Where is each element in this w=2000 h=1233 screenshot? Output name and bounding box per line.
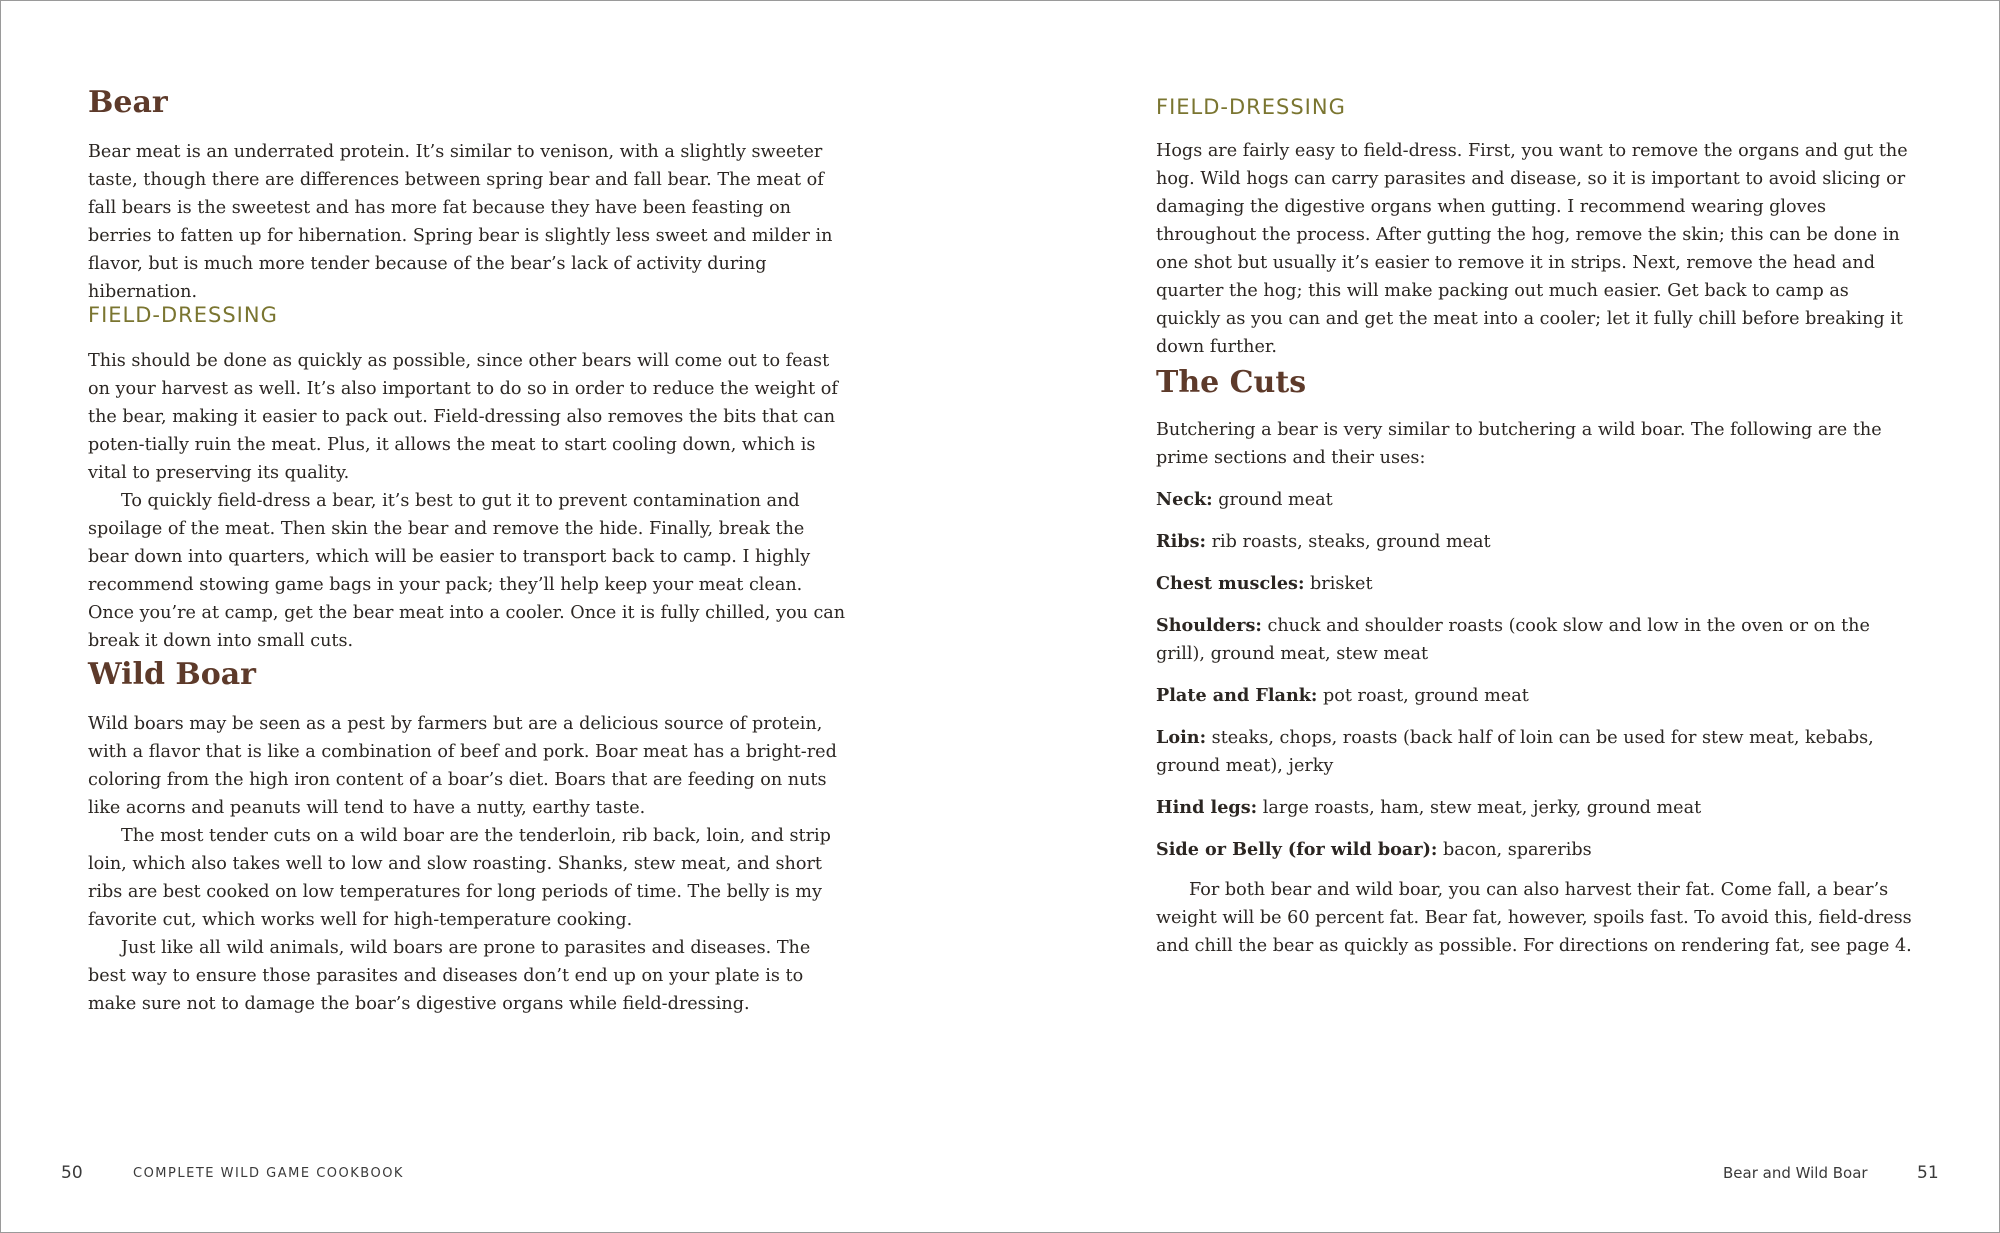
cut-item bbox=[1156, 794, 1916, 822]
bear-heading: Bear bbox=[88, 85, 168, 120]
cuts-closing-paragraph: For both bear and wild boar, you can also harvest their fat. Come fall, a bear’s weight will be 60 percent fat. Bear fat, however, spoils fast. To avoid this, field-dress and chill the bear as quickly as possible. For directions on rendering fat, see page 4. bbox=[1156, 880, 1912, 956]
bear-field-dressing-paragraph-2: To quickly field-dress a bear, it’s best to gut it to prevent contamination and spoilage of the meat. Then skin the bear and remove the hide. Finally, break the bear down into quarters, which will be easier to transport back to camp. I highly recommend stowing game bags in your pack; they’ll help keep your meat clean. Once you’re at camp, get the bear meat into a cooler. Once it is fully chilled, you can break it down into small cuts. bbox=[88, 491, 846, 651]
cut-label: Side or Belly (for wild boar): bbox=[1156, 839, 1438, 860]
boar-field-dressing-paragraph: Hogs are fairly easy to field-dress. First, you want to remove the organs and gut the hog. Wild hogs can carry parasites and disease, so it is important to avoid slicing or damaging the digestive organs when gutting. I recommend wearing gloves throughout the process. After gutting the hog, remove the skin; this can be done in one shot but usually it’s easier to remove it in strips. Next, remove the head and quarter the hog; this will make packing out much easier. Get back to camp as quickly as you can and get the meat into a cooler; let it fully chill before breaking it down further. bbox=[1156, 141, 1908, 357]
cut-uses: large roasts, ham, stew meat, jerky, ground meat bbox=[1257, 798, 1702, 818]
cut-item bbox=[1156, 570, 1916, 598]
cut-label: Hind legs: bbox=[1156, 797, 1258, 818]
cuts-intro-paragraph: Butchering a bear is very similar to butchering a wild boar. The following are the prime sections and their uses: bbox=[1156, 420, 1882, 468]
right-page-number: 51 bbox=[1917, 1163, 1939, 1183]
cut-item bbox=[1156, 612, 1916, 668]
cut-item bbox=[1156, 528, 1916, 556]
boar-field-dressing-heading: FIELD-DRESSING bbox=[1156, 95, 1346, 119]
cut-label: Neck: bbox=[1156, 489, 1213, 510]
bear-intro-paragraph: Bear meat is an underrated protein. It’s similar to venison, with a slightly sweeter taste, though there are differences between spring bear and fall bear. The meat of fall bears is the sweetest and has more fat because they have been feasting on berries to fatten up for hibernation. Spring bear is slightly less sweet and milder in flavor, but is much more tender because of the bear’s lack of activity during hibernation. bbox=[88, 142, 833, 302]
wild-boar-paragraph-3: Just like all wild animals, wild boars are prone to parasites and diseases. The best way to ensure those parasites and diseases don’t end up on your plate is to make sure not to damage the boar’s digestive organs while field-dressing. bbox=[88, 938, 811, 1014]
cut-label: Ribs: bbox=[1156, 531, 1207, 552]
bear-field-dressing-heading: FIELD-DRESSING bbox=[88, 303, 278, 327]
cut-label: Loin: bbox=[1156, 727, 1207, 748]
wild-boar-paragraph-2: The most tender cuts on a wild boar are the tenderloin, rib back, loin, and strip loin, which also takes well to low and slow roasting. Shanks, stew meat, and short ribs are best cooked on low temperatures for long periods of time. The belly is my favorite cut, which works well for high-temperature cooking. bbox=[88, 826, 831, 930]
cut-uses: pot roast, ground meat bbox=[1317, 686, 1529, 706]
cut-item bbox=[1156, 682, 1916, 710]
cut-label: Chest muscles: bbox=[1156, 573, 1305, 594]
cut-uses: ground meat bbox=[1212, 490, 1333, 510]
cut-item bbox=[1156, 836, 1916, 864]
right-page bbox=[1156, 1, 1916, 1232]
bear-field-dressing-paragraph-1: This should be done as quickly as possible, since other bears will come out to feast on your harvest as well. It’s also important to do so in order to reduce the weight of the bear, making it easier to pack out. Field-dressing also removes the bits that can poten-tially ruin the meat. Plus, it allows the meat to start cooling down, which is vital to preserving its quality. bbox=[88, 351, 838, 483]
left-page bbox=[88, 1, 846, 1232]
cut-item bbox=[1156, 724, 1916, 780]
wild-boar-heading: Wild Boar bbox=[88, 657, 256, 692]
cut-uses: chuck and shoulder roasts (cook slow and low in the oven or on the grill), ground meat, stew meat bbox=[1156, 616, 1870, 664]
cut-uses: steaks, chops, roasts (back half of loin can be used for stew meat, kebabs, ground meat), jerky bbox=[1156, 728, 1874, 776]
cut-uses: brisket bbox=[1304, 574, 1373, 594]
wild-boar-paragraph-1: Wild boars may be seen as a pest by farmers but are a delicious source of protein, with a flavor that is like a combination of beef and pork. Boar meat has a bright-red coloring from the high iron content of a boar’s diet. Boars that are feeding on nuts like acorns and peanuts will tend to have a nutty, earthy taste. bbox=[88, 714, 837, 818]
cut-uses: rib roasts, steaks, ground meat bbox=[1206, 532, 1491, 552]
cut-uses: bacon, spareribs bbox=[1437, 840, 1592, 860]
cut-label: Plate and Flank: bbox=[1156, 685, 1318, 706]
cut-item bbox=[1156, 486, 1916, 514]
left-page-number: 50 bbox=[61, 1163, 83, 1183]
left-running-head: COMPLETE WILD GAME COOKBOOK bbox=[133, 1166, 404, 1181]
the-cuts-heading: The Cuts bbox=[1156, 365, 1307, 400]
cut-label: Shoulders: bbox=[1156, 615, 1262, 636]
right-running-head: Bear and Wild Boar bbox=[1723, 1164, 1868, 1182]
